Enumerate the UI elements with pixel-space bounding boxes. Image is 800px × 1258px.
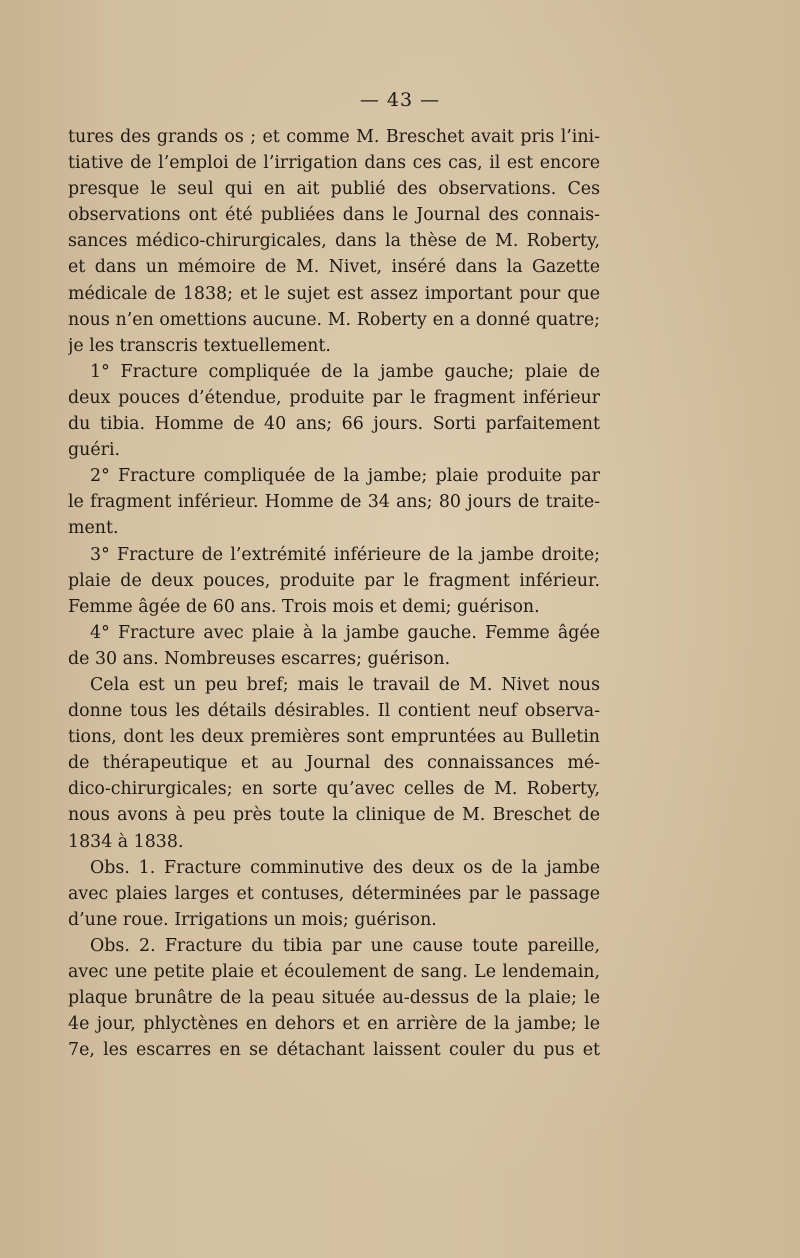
text-line: médicale de 1838; et le sujet est assez important pour que [68, 283, 600, 304]
text-line: Cela est un peu bref; mais le travail de M. Nivet nous [90, 674, 600, 695]
text-line: 1834 à 1838. [68, 831, 184, 852]
text-line: Obs. 1. Fracture comminutive des deux os de la jambe [90, 857, 600, 878]
text-line: observations ont été publiées dans le Journal des connais- [68, 205, 600, 226]
text-line: 3° Fracture de l’extrémité inférieure de la jambe droite; [90, 544, 600, 565]
text-line: avec plaies larges et contuses, déterminées par le passage [68, 883, 600, 904]
text-line: avec une petite plaie et écoulement de sang. Le lendemain, [68, 962, 600, 982]
text-line: Femme âgée de 60 ans. Trois mois et demi; guérison. [68, 596, 540, 617]
text-line: tures des grands os ; et comme M. Breschet avait pris l’ini- [68, 127, 600, 147]
page-number: — 43 — [359, 89, 441, 111]
text-line: ment. [68, 518, 119, 539]
text-line: je les transcris textuellement. [68, 335, 331, 356]
text-line: nous avons à peu près toute la clinique de M. Breschet de [68, 805, 600, 826]
text-line: et dans un mémoire de M. Nivet, inséré dans la Gazette [68, 257, 600, 278]
text-line: deux pouces d’étendue, produite par le fragment inférieur [68, 387, 600, 408]
text-line: Obs. 2. Fracture du tibia par une cause toute pareille, [90, 935, 600, 956]
text-line: nous n’en omettions aucune. M. Roberty en a donné quatre; [68, 309, 600, 330]
text-line: plaque brunâtre de la peau située au-dessus de la plaie; le [68, 988, 600, 1009]
text-line: du tibia. Homme de 40 ans; 66 jours. Sorti parfaitement [68, 414, 600, 435]
text-line: 4e jour, phlyctènes en dehors et en arrière de la jambe; le [68, 1014, 600, 1035]
text-line: 1° Fracture compliquée de la jambe gauche; plaie de [90, 361, 600, 382]
text-line: 2° Fracture compliquée de la jambe; plaie produite par [90, 466, 600, 487]
text-line: guéri. [68, 440, 121, 461]
text-line: de 30 ans. Nombreuses escarres; guérison. [68, 648, 451, 669]
text-line: sances médico-chirurgicales, dans la thèse de M. Roberty, [68, 231, 600, 252]
text-line: d’une roue. Irrigations un mois; guérison. [68, 909, 437, 930]
body-text [68, 124, 600, 1063]
text-line: donne tous les détails désirables. Il contient neuf observa- [68, 701, 600, 722]
text-line: dico-chirurgicales; en sorte qu’avec celles de M. Roberty, [68, 779, 600, 800]
text-line: de thérapeutique et au Journal des connaissances mé- [68, 753, 600, 774]
text-line: 7e, les escarres en se détachant laissent couler du pus et [68, 1040, 600, 1061]
text-line: presque le seul qui en ait publié des observations. Ces [68, 179, 600, 200]
text-line: 4° Fracture avec plaie à la jambe gauche. Femme âgée [90, 622, 600, 643]
text-line: tions, dont les deux premières sont empruntées au Bulletin [68, 727, 600, 748]
text-line: le fragment inférieur. Homme de 34 ans; 80 jours de traite- [68, 492, 600, 513]
text-line: tiative de l’emploi de l’irrigation dans ces cas, il est encore [68, 153, 600, 174]
text-line: plaie de deux pouces, produite par le fragment inférieur. [68, 570, 600, 591]
